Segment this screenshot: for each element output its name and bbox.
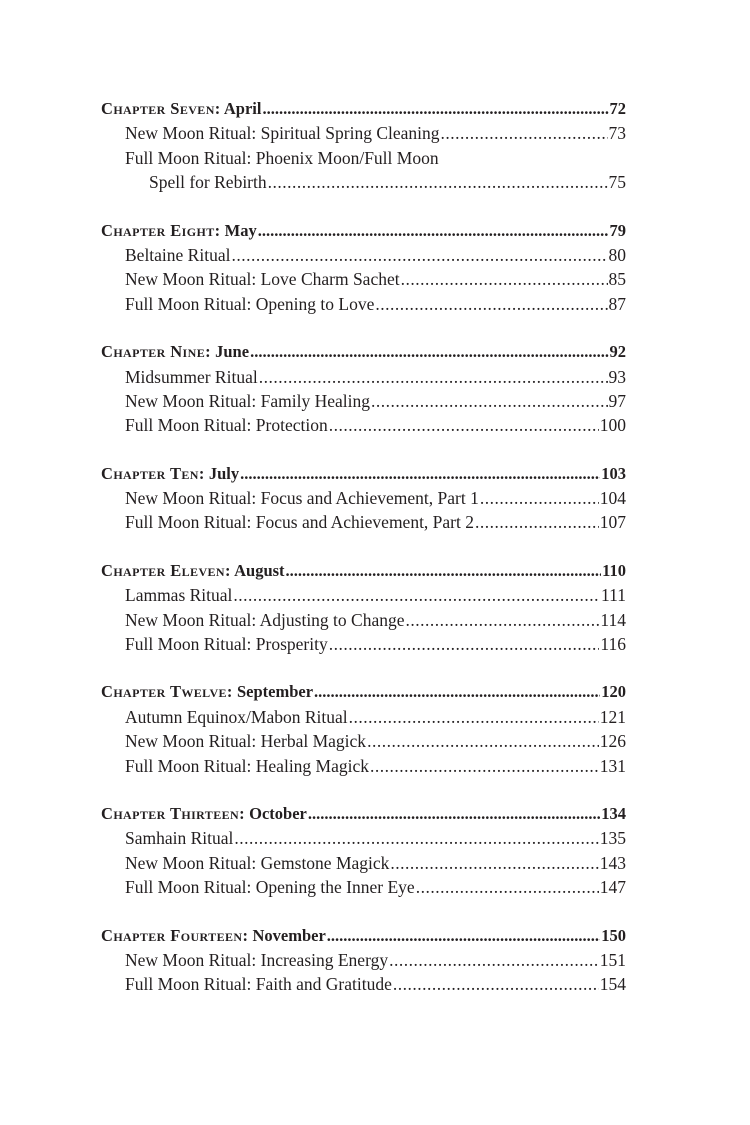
chapter-section [101, 340, 626, 438]
toc-entry-page-number: 111 [601, 585, 626, 606]
toc-entry-page-number: 135 [599, 828, 626, 849]
chapter-month: July [208, 463, 240, 483]
toc-entry-continuation[interactable] [101, 170, 626, 194]
toc-entry-page-number: 143 [599, 852, 626, 873]
chapter-number: Chapter Ten: [101, 463, 205, 483]
toc-entry-title: Midsummer Ritual [125, 366, 258, 387]
toc-entry-title: Full Moon Ritual: Opening to Love [125, 293, 375, 314]
chapter-number: Chapter Twelve: [101, 682, 233, 702]
dot-leader [231, 243, 607, 267]
chapter-heading-label [101, 97, 261, 121]
toc-entry[interactable] [101, 486, 626, 510]
toc-entry-title: Full Moon Ritual: Focus and Achievement, Part 2 [125, 512, 475, 533]
chapter-month: August [234, 560, 285, 580]
toc-entry[interactable] [101, 583, 626, 607]
dot-leader [258, 219, 609, 243]
chapter-page-number: 72 [609, 99, 626, 118]
toc-entry[interactable] [101, 632, 626, 656]
chapter-page-number: 120 [601, 682, 626, 702]
toc-entry[interactable] [101, 729, 626, 753]
toc-entry-title: New Moon Ritual: Love Charm Sachet [125, 269, 400, 290]
toc-entry-title: New Moon Ritual: Increasing Energy [125, 949, 389, 970]
dot-leader [371, 389, 608, 413]
toc-entry-page-number: 114 [600, 609, 626, 630]
chapter-heading[interactable] [101, 97, 626, 121]
chapter-heading-label [101, 219, 257, 243]
chapter-month: June [215, 342, 250, 362]
toc-entry-page-number: 100 [599, 415, 626, 436]
toc-entry-title: New Moon Ritual: Focus and Achievement, Part 1 [125, 488, 479, 509]
toc-entry-page-number: 75 [608, 172, 626, 193]
chapter-section [101, 802, 626, 900]
toc-entry-page-number: 73 [608, 123, 626, 144]
toc-entry[interactable] [101, 389, 626, 413]
toc-entry[interactable] [101, 705, 626, 729]
chapter-page-number: 92 [609, 342, 626, 362]
toc-entry-title: Spell for Rebirth [149, 172, 267, 193]
toc-entry[interactable] [101, 972, 626, 996]
chapter-month: April [223, 99, 262, 118]
dot-leader [286, 559, 602, 583]
toc-entry-page-number: 87 [608, 293, 626, 314]
chapter-heading[interactable] [101, 340, 626, 364]
dot-leader [240, 462, 600, 486]
toc-entry-page-number: 80 [608, 244, 626, 265]
chapter-heading-label [101, 340, 249, 364]
toc-entry[interactable] [101, 267, 626, 291]
chapter-heading-label [101, 462, 239, 486]
chapter-heading[interactable] [101, 462, 626, 486]
toc-entry[interactable] [101, 292, 626, 316]
chapter-section [101, 680, 626, 778]
toc-entry-page-number: 97 [608, 390, 626, 411]
toc-entry-title: Full Moon Ritual: Prosperity [125, 634, 328, 655]
toc-entry-title: New Moon Ritual: Herbal Magick [125, 731, 367, 752]
dot-leader [480, 486, 599, 510]
toc-entry-title: Full Moon Ritual: Protection [125, 415, 328, 436]
dot-leader [314, 680, 600, 704]
dot-leader [416, 875, 599, 899]
chapter-number: Chapter Seven: [101, 99, 221, 118]
toc-entry-title: New Moon Ritual: Gemstone Magick [125, 852, 390, 873]
toc-entry-title: Full Moon Ritual: Healing Magick [125, 755, 370, 776]
toc-entry[interactable] [101, 826, 626, 850]
chapter-number: Chapter Nine: [101, 342, 211, 362]
dot-leader [393, 972, 599, 996]
toc-entry-page-number: 126 [599, 731, 626, 752]
chapter-section [101, 559, 626, 657]
toc-entry[interactable] [101, 243, 626, 267]
dot-leader [327, 924, 600, 948]
table-of-contents [101, 97, 626, 1021]
toc-entry[interactable] [101, 365, 626, 389]
chapter-page-number: 79 [609, 220, 626, 240]
dot-leader [259, 365, 608, 389]
toc-entry[interactable] [101, 754, 626, 778]
toc-entry-page-number: 93 [608, 366, 626, 387]
dot-leader [329, 632, 600, 656]
chapter-page-number: 134 [601, 803, 626, 823]
dot-leader [441, 121, 608, 145]
toc-entry-page-number: 131 [599, 755, 626, 776]
toc-entry[interactable] [101, 413, 626, 437]
toc-entry-page-number: 121 [599, 706, 626, 727]
dot-leader [268, 170, 608, 194]
toc-entry-page-number: 147 [599, 877, 626, 898]
dot-leader [401, 267, 608, 291]
toc-entry-page-number: 107 [599, 512, 626, 533]
chapter-section [101, 97, 626, 195]
dot-leader [367, 729, 599, 753]
toc-entry-page-number: 104 [599, 488, 626, 509]
chapter-month: September [236, 682, 314, 702]
dot-leader [250, 340, 608, 364]
chapter-heading[interactable] [101, 680, 626, 704]
dot-leader [390, 851, 598, 875]
dot-leader [262, 97, 608, 121]
chapter-month: November [252, 925, 326, 945]
toc-entry[interactable] [101, 510, 626, 534]
toc-entry-title: Beltaine Ritual [125, 244, 231, 265]
toc-entry-page-number: 85 [608, 269, 626, 290]
toc-entry[interactable] [101, 948, 626, 972]
toc-entry-title: Autumn Equinox/Mabon Ritual [125, 706, 348, 727]
chapter-heading[interactable] [101, 802, 626, 826]
toc-entry-title: Lammas Ritual [125, 585, 233, 606]
dot-leader [406, 608, 600, 632]
chapter-heading[interactable] [101, 924, 626, 948]
toc-entry-title: New Moon Ritual: Adjusting to Change [125, 609, 405, 630]
toc-entry[interactable] [101, 851, 626, 875]
toc-entry-title: New Moon Ritual: Spiritual Spring Cleaning [125, 123, 440, 144]
toc-entry-title: Full Moon Ritual: Faith and Gratitude [125, 974, 392, 995]
toc-entry-page-number: 116 [600, 634, 626, 655]
toc-entry[interactable] [101, 146, 626, 170]
chapter-number: Chapter Thirteen: [101, 803, 245, 823]
chapter-heading-label [101, 680, 313, 704]
dot-leader [234, 826, 598, 850]
chapter-number: Chapter Eleven: [101, 560, 231, 580]
toc-entry-title: Full Moon Ritual: Opening the Inner Eye [125, 877, 415, 898]
toc-entry-title: New Moon Ritual: Family Healing [125, 390, 370, 411]
toc-entry-title: Samhain Ritual [125, 828, 234, 849]
dot-leader [375, 292, 607, 316]
chapter-section [101, 219, 626, 317]
toc-entry-title: Full Moon Ritual: Phoenix Moon/Full Moon [125, 147, 439, 168]
chapter-section [101, 924, 626, 997]
dot-leader [370, 754, 599, 778]
chapter-page-number: 150 [601, 925, 626, 945]
toc-entry[interactable] [101, 121, 626, 145]
chapter-number: Chapter Fourteen: [101, 925, 249, 945]
dot-leader [308, 802, 600, 826]
chapter-page-number: 103 [601, 463, 626, 483]
chapter-heading-label [101, 924, 326, 948]
chapter-heading[interactable] [101, 559, 626, 583]
chapter-page-number: 110 [602, 560, 626, 580]
chapter-section [101, 462, 626, 535]
dot-leader [329, 413, 599, 437]
dot-leader [349, 705, 599, 729]
toc-entry[interactable] [101, 875, 626, 899]
dot-leader [233, 583, 600, 607]
toc-entry-page-number: 151 [599, 949, 626, 970]
chapter-heading[interactable] [101, 219, 626, 243]
dot-leader [475, 510, 599, 534]
toc-entry[interactable] [101, 608, 626, 632]
toc-entry-page-number: 154 [599, 974, 626, 995]
chapter-number: Chapter Eight: [101, 220, 221, 240]
dot-leader [389, 948, 599, 972]
chapter-heading-label [101, 802, 307, 826]
chapter-heading-label [101, 559, 285, 583]
chapter-month: May [224, 220, 257, 240]
chapter-month: October [249, 803, 307, 823]
